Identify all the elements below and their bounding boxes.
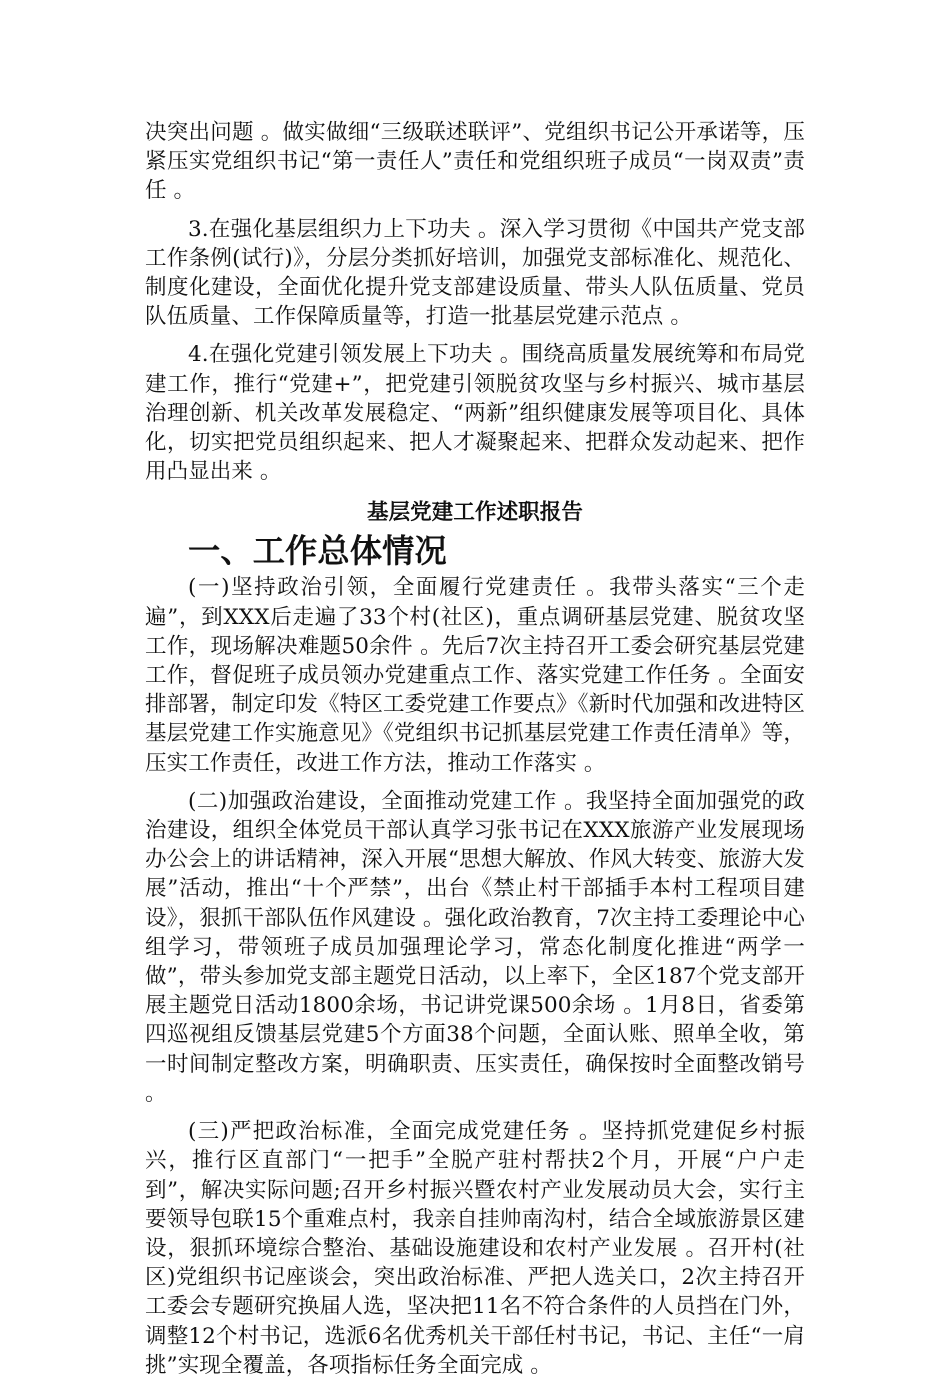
document-body xyxy=(145,118,805,1389)
item-3-paragraph: 3.在强化基层组织力上下功夫 。深入学习贯彻《中国共产党支部工作条例(试行)》，分层分类抓好培训，加强党支部标准化、规范化、制度化建设，全面优化提升党支部建设质量、带头人队伍质量、党员队伍质量、工作保障质量等，打造一批基层党建示范点 。 xyxy=(145,216,805,330)
item-4-paragraph: 4.在强化党建引领发展上下功夫 。围绕高质量发展统筹和布局党建工作，推行“党建+”，把党建引领脱贫攻坚与乡村振兴、城市基层治理创新、机关改革发展稳定、“两新”组织健康发展等项目化、具体化，切实把党员组织起来、把人才凝聚起来、把群众发动起来、把作用凸显出来 。 xyxy=(145,342,805,485)
paragraph-2: (二)加强政治建设，全面推动党建工作 。我坚持全面加强党的政治建设，组织全体党员干部认真学习张书记在XXX旅游产业发展现场办公会上的讲话精神，深入开展“思想大解放、作风大转变、旅游大发展”活动，推出“十个严禁”，出台《禁止村干部插手本村工程项目建设》，狠抓干部队伍作风建设 。强化政治教育，7次主持工委理论中心组学习，带领班子成员加强理论学习，常态化制度化推进“两学一做”，带头参加党支部主题党日活动，以上率下，全区187个党支部开展主题党日活动1800余场，书记讲党课500余场 。1月8日，省委第四巡视组反馈基层党建5个方面38个问题，全面认账、照单全收，第一时间制定整改方案，明确职责、压实责任，确保按时全面整改销号 。 xyxy=(145,788,805,1106)
continuation-paragraph: 决突出问题 。做实做细“三级联述联评”、党组织书记公开承诺等，压紧压实党组织书记“第一责任人”责任和党组织班子成员“一岗双责”责任 。 xyxy=(145,120,805,204)
document-title: 基层党建工作述职报告 xyxy=(366,500,583,526)
paragraph-1: (一)坚持政治引领，全面履行党建责任 。我带头落实“三个走遍”，到XXX后走遍了33个村(社区)，重点调研基层党建、脱贫攻坚工作，现场解决难题50余件 。先后7次主持召开工委会研究基层党建工作，督促班子成员领办党建重点工作、落实党建工作任务 。全面安排部署，制定印发《特区工委党建工作要点》《新时代加强和改进特区基层党建工作实施意见》《党组织书记抓基层党建工作责任清单》等，压实工作责任，改进工作方法，推动工作落实 。 xyxy=(145,575,805,776)
paragraph-3: (三)严把政治标准，全面完成党建任务 。坚持抓党建促乡村振兴，推行区直部门“一把手”全脱产驻村帮扶2个月，开展“户户走到”，解决实际问题;召开乡村振兴暨农村产业发展动员大会，实行主要领导包联15个重难点村，我亲自挂帅南沟村，结合全域旅游景区建设，狠抓环境综合整治、基础设施建设和农村产业发展 。召开村(社区)党组织书记座谈会，突出政治标准、严把人选关口，2次主持召开工委会专题研究换届人选，坚决把11名不符合条件的人员挡在门外，调整12个村书记，选派6名优秀机关干部任村书记，书记、主任“一肩挑”实现全覆盖，各项指标任务全面完成 。 xyxy=(145,1119,805,1378)
section-heading: 一、工作总体情况 xyxy=(188,532,447,571)
